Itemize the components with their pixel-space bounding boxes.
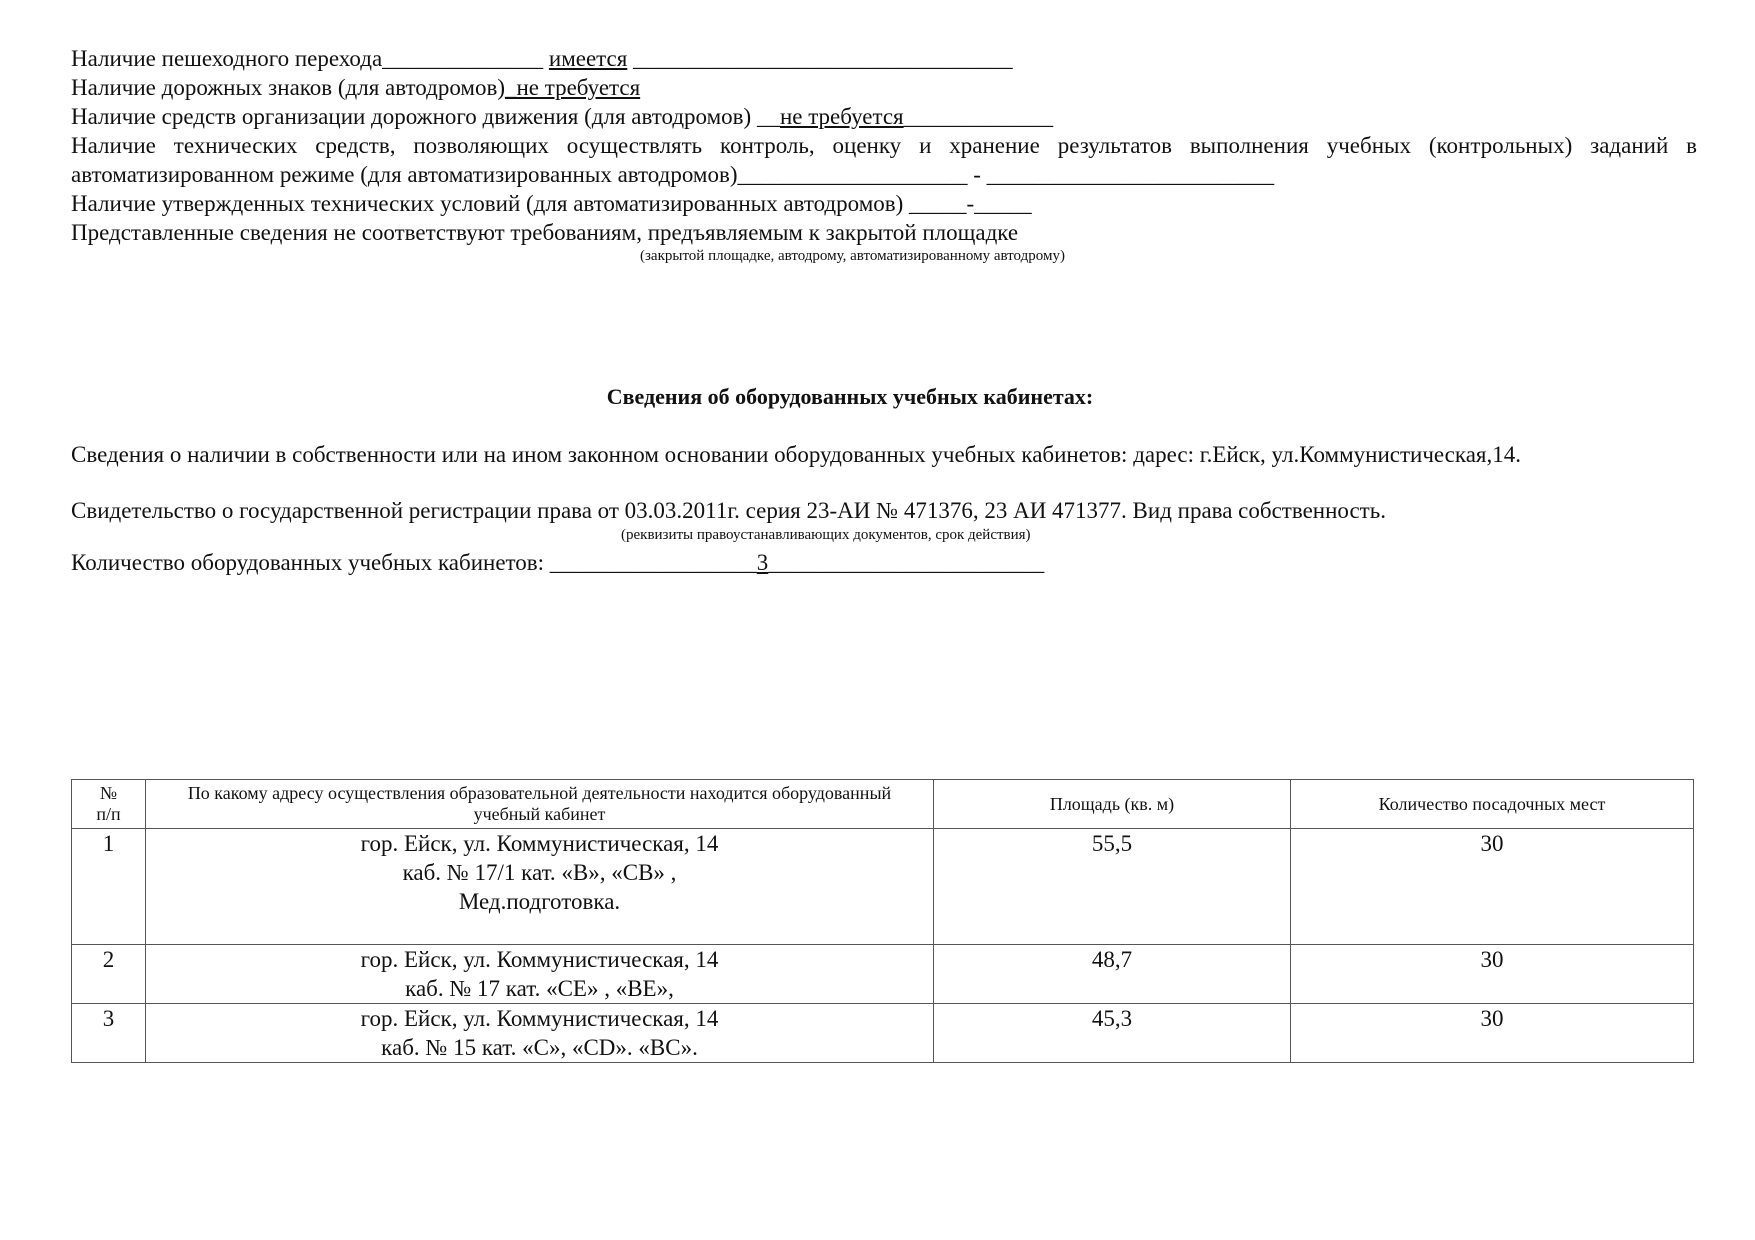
table-row: [72, 945, 1694, 1004]
row-seats: 30: [1291, 829, 1694, 945]
traffic-organization-value: не требуется: [779, 104, 904, 129]
row-number: 2: [72, 945, 146, 1004]
compliance-caption: (закрытой площадке, автодрому, автоматизированному автодрому): [640, 248, 1065, 264]
header-seats: Количество посадочных мест: [1291, 780, 1694, 829]
row-area: 48,7: [934, 945, 1291, 1004]
compliance-statement: Представленные сведения не соответствуют требованиям, предъявляемым к закрытой площадке: [71, 220, 1019, 245]
certificate-line: Свидетельство о государственной регистрации права от 03.03.2011г. серия 23-АИ № 471376, 23 АИ 471377. Вид права собственность.: [71, 498, 1386, 523]
cabinets-heading: Сведения об оборудованных учебных кабинетах:: [606, 384, 1094, 409]
cabinet-count-blank: ________________________: [768, 550, 1045, 575]
row-address: гор. Ейск, ул. Коммунистическая, 14 каб. № 17 кат. «СЕ» , «ВЕ»,: [146, 945, 934, 1004]
header-address: По какому адресу осуществления образовательной деятельности находится оборудованный учебный кабинет: [146, 780, 934, 829]
row-area: 55,5: [934, 829, 1291, 945]
technical-means-line: Наличие технических средств, позволяющих осуществлять контроль, оценку и хранение результатов выполнения учебных (контрольных) заданий в: [71, 133, 1697, 158]
row-address: гор. Ейск, ул. Коммунистическая, 14 каб. № 17/1 кат. «В», «СВ» , Мед.подготовка.: [146, 829, 934, 945]
ownership-line: Сведения о наличии в собственности или на ином законном основании оборудованных учебных кабинетов: дарес: г.Ейск, ул.Коммунистическая,14.: [71, 442, 1521, 467]
road-signs-value: _не требуется: [504, 75, 641, 100]
cabinet-count-value: 3: [756, 550, 769, 575]
row-seats: 30: [1291, 1004, 1694, 1063]
automated-mode-line: автоматизированном режиме (для автоматизированных автодромов)____________________ - _________________________: [71, 162, 1275, 187]
traffic-organization-line: [71, 103, 1053, 131]
pedestrian-crossing-line: [71, 45, 1013, 73]
header-number: № п/п: [72, 780, 146, 829]
cabinets-table: [71, 779, 1694, 1063]
road-signs-label: Наличие дорожных знаков (для автодромов): [71, 75, 505, 100]
pedestrian-crossing-label: Наличие пешеходного перехода______________: [71, 46, 549, 71]
traffic-organization-blank: _____________: [903, 104, 1054, 129]
pedestrian-crossing-blank: _________________________________: [627, 46, 1013, 71]
pedestrian-crossing-value: имеется: [548, 46, 628, 71]
row-number: 3: [72, 1004, 146, 1063]
header-area: Площадь (кв. м): [934, 780, 1291, 829]
certificate-caption: (реквизиты правоустанавливающих документов, срок действия): [621, 527, 1031, 543]
traffic-organization-label: Наличие средств организации дорожного движения (для автодромов) __: [71, 104, 780, 129]
row-address: гор. Ейск, ул. Коммунистическая, 14 каб. № 15 кат. «С», «СD». «ВС».: [146, 1004, 934, 1063]
technical-conditions-line: Наличие утвержденных технических условий (для автоматизированных автодромов) _____-_____: [71, 191, 1032, 216]
row-seats: 30: [1291, 945, 1694, 1004]
table-row: [72, 1004, 1694, 1063]
table-header-row: [72, 780, 1694, 829]
table-row: [72, 829, 1694, 945]
row-area: 45,3: [934, 1004, 1291, 1063]
row-number: 1: [72, 829, 146, 945]
road-signs-line: [71, 74, 640, 102]
cabinet-count-line: [71, 549, 1044, 577]
cabinet-count-label: Количество оборудованных учебных кабинетов: __________________: [71, 550, 757, 575]
